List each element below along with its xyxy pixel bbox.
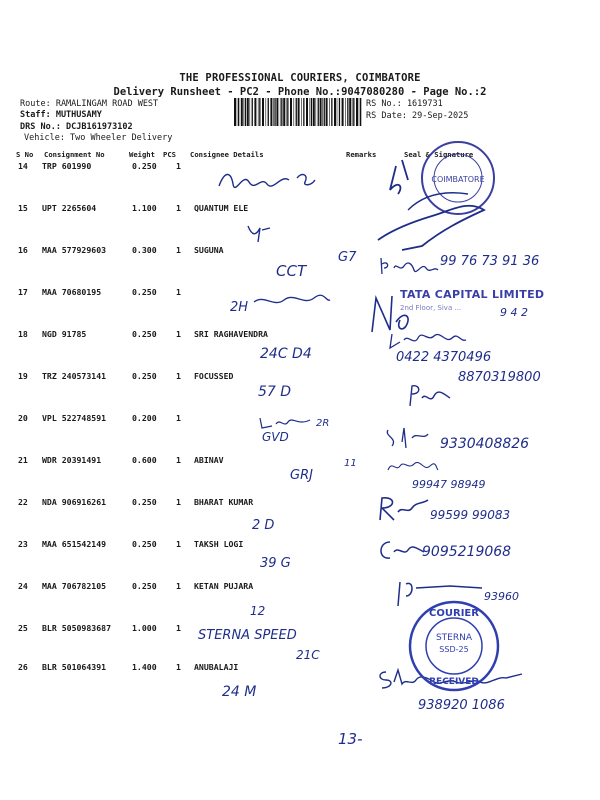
barcode-bar: [353, 98, 354, 126]
handwritten-note: CCT: [276, 262, 307, 280]
row-consignment: MAA 577929603: [42, 245, 107, 255]
row-consignee: KETAN PUJARA: [194, 581, 254, 591]
handwritten-signature: [215, 166, 325, 192]
handwritten-signature: [244, 222, 274, 244]
handwritten-signature: [404, 382, 454, 410]
row-pcs: 1: [176, 581, 181, 591]
company-title: THE PROFESSIONAL COURIERS, COIMBATORE: [179, 72, 421, 84]
barcode-bar: [320, 98, 322, 126]
handwritten-note: GVD: [262, 430, 289, 444]
barcode-bar: [294, 98, 295, 126]
barcode-bar: [266, 98, 267, 126]
barcode-bar: [238, 98, 239, 126]
row-sno: 19: [18, 371, 28, 381]
row-pcs: 1: [176, 413, 181, 423]
row-consignee: SRI RAGHAVENDRA: [194, 329, 268, 339]
barcode-bar: [356, 98, 358, 126]
handwritten-note: 11: [344, 458, 357, 469]
barcode-bar: [326, 98, 328, 126]
row-pcs: 1: [176, 539, 181, 549]
handwritten-phone: 99947 98949: [412, 478, 486, 491]
handwritten-signature: [376, 494, 430, 524]
col-consignment: Consignment No: [44, 150, 105, 159]
col-remarks: Remarks: [346, 150, 377, 159]
row-consignment: BLR 5050983687: [42, 623, 112, 633]
handwritten-note: 39 G: [260, 556, 291, 571]
row-consignment: TRZ 240573141: [42, 371, 107, 381]
handwritten-phone: 99 76 73 91 36: [440, 254, 540, 269]
handwritten-note: GRJ: [290, 468, 313, 483]
route-label: Route: RAMALINGAM ROAD WEST: [20, 99, 159, 109]
barcode-bar: [334, 98, 336, 126]
row-consignment: NGD 91785: [42, 329, 87, 339]
barcode-bar: [322, 98, 323, 126]
barcode-bar: [250, 98, 251, 126]
row-sno: 22: [18, 497, 28, 507]
handwritten-note: 13-: [338, 730, 363, 748]
barcode-bar: [303, 98, 304, 126]
row-sno: 18: [18, 329, 28, 339]
barcode-bar: [252, 98, 253, 126]
row-weight: 0.250: [132, 287, 157, 297]
handwritten-phone: 99599 99083: [430, 508, 511, 522]
row-weight: 1.000: [132, 623, 157, 633]
row-pcs: 1: [176, 455, 181, 465]
row-pcs: 1: [176, 245, 181, 255]
row-weight: 0.250: [132, 497, 157, 507]
barcode-bar: [306, 98, 308, 126]
col-seal-signature: Seal & Signature: [404, 150, 474, 159]
barcode-bar: [259, 98, 260, 126]
row-pcs: 1: [176, 623, 181, 633]
handwritten-note: 2 D: [252, 518, 275, 533]
row-sno: 23: [18, 539, 28, 549]
handwritten-signature: [384, 424, 430, 454]
stamp-line: 2nd Floor, Siva ...: [400, 304, 462, 312]
row-pcs: 1: [176, 371, 181, 381]
barcode-bar: [234, 98, 236, 126]
handwritten-signature: [376, 538, 426, 564]
row-sno: 15: [18, 203, 28, 213]
handwritten-phone: 93960: [484, 590, 519, 603]
handwritten-phone: 9330408826: [440, 436, 530, 452]
barcode-bar: [349, 98, 351, 126]
handwritten-signature: [258, 414, 312, 430]
barcode-image: [234, 98, 362, 126]
handwritten-note: 2R: [316, 418, 330, 429]
rs-number: RS No.: 1619731: [366, 99, 443, 109]
col-consignee: Consignee Details: [190, 150, 264, 159]
barcode-bar: [316, 98, 317, 126]
seal-text: COIMBATORE: [431, 175, 485, 184]
received-stamp: [406, 598, 502, 694]
row-sno: 17: [18, 287, 28, 297]
stamp-code-text: SSD-25: [439, 645, 469, 654]
handwritten-note: 24 M: [222, 684, 257, 700]
row-pcs: 1: [176, 203, 181, 213]
row-pcs: 1: [176, 161, 181, 171]
barcode-bar: [244, 98, 245, 126]
barcode-bar: [347, 98, 348, 126]
barcode-bar: [241, 98, 243, 126]
barcode-bar: [339, 98, 340, 126]
barcode-bar: [359, 98, 360, 126]
barcode-bar: [276, 98, 278, 126]
staff-label: Staff: MUTHUSAMY: [20, 110, 102, 120]
handwritten-signature: [386, 458, 440, 476]
barcode-bar: [258, 98, 259, 126]
stamp-top-text: COURIER: [429, 608, 479, 619]
runsheet-title: Delivery Runsheet - PC2 - Phone No.:9047080280 - Page No.:2: [113, 86, 487, 98]
row-sno: 16: [18, 245, 28, 255]
barcode-bar: [254, 98, 256, 126]
handwritten-phone: 8870319800: [458, 370, 541, 385]
rs-date: RS Date: 29-Sep-2025: [366, 111, 469, 121]
barcode-bar: [262, 98, 264, 126]
row-weight: 0.250: [132, 581, 157, 591]
barcode-bar: [296, 98, 297, 126]
barcode-bar: [318, 98, 319, 126]
row-consignee: FOCUSSED: [194, 371, 234, 381]
row-consignment: BLR 501064391: [42, 662, 107, 672]
drs-number: DRS No.: DCJB161973102: [20, 122, 133, 132]
barcode-bar: [280, 98, 281, 126]
barcode-bar: [298, 98, 300, 126]
barcode-bar: [283, 98, 285, 126]
handwritten-signature: [372, 150, 492, 260]
barcode-bar: [268, 98, 269, 126]
row-consignment: NDA 906916261: [42, 497, 107, 507]
barcode-bar: [273, 98, 274, 126]
barcode-bar: [287, 98, 288, 126]
barcode-bar: [331, 98, 332, 126]
stamp-mid-text: STERNA: [435, 633, 473, 643]
table-row: [0, 203, 600, 245]
row-consignment: UPT 2265604: [42, 203, 97, 213]
row-consignee: BHARAT KUMAR: [194, 497, 254, 507]
row-consignee: ABINAV: [194, 455, 224, 465]
row-consignment: MAA 706782105: [42, 581, 107, 591]
barcode-bar: [245, 98, 246, 126]
row-consignment: TRP 601990: [42, 161, 92, 171]
handwritten-signature: [252, 292, 332, 310]
row-sno: 26: [18, 662, 28, 672]
barcode-bar: [274, 98, 275, 126]
row-weight: 0.250: [132, 539, 157, 549]
barcode-bar: [301, 98, 302, 126]
row-consignee: TAKSH LOGI: [194, 539, 244, 549]
barcode-bar: [237, 98, 238, 126]
barcode-bar: [352, 98, 353, 126]
row-pcs: 1: [176, 329, 181, 339]
row-consignee: QUANTUM ELE: [194, 203, 249, 213]
barcode-bar: [345, 98, 346, 126]
handwritten-note: 2H: [230, 300, 249, 315]
handwritten-phone: 9095219068: [422, 544, 512, 560]
row-pcs: 1: [176, 662, 181, 672]
handwritten-note: 24C D4: [260, 346, 312, 362]
handwritten-phone: 0422 4370496: [396, 350, 492, 365]
handwritten-note: 21C: [296, 648, 320, 662]
row-weight: 0.250: [132, 329, 157, 339]
row-consignment: VPL 522748591: [42, 413, 107, 423]
barcode-bar: [329, 98, 330, 126]
barcode-bar: [311, 98, 312, 126]
row-weight: 0.250: [132, 161, 157, 171]
row-weight: 0.250: [132, 371, 157, 381]
row-sno: 25: [18, 623, 28, 633]
barcode-bar: [286, 98, 287, 126]
barcode-bar: [281, 98, 282, 126]
row-weight: 1.100: [132, 203, 157, 213]
barcode-bar: [310, 98, 311, 126]
row-consignee: ANUBALAJI: [194, 662, 239, 672]
row-sno: 21: [18, 455, 28, 465]
barcode-bar: [247, 98, 249, 126]
row-sno: 14: [18, 161, 28, 171]
barcode-bar: [324, 98, 325, 126]
barcode-bar: [270, 98, 272, 126]
col-sno: S No: [16, 150, 34, 159]
row-pcs: 1: [176, 287, 181, 297]
col-pcs: PCS: [163, 150, 176, 159]
row-consignment: WDR 20391491: [42, 455, 102, 465]
handwritten-signature: [388, 330, 468, 352]
stamp-line: TATA CAPITAL LIMITED: [400, 288, 545, 301]
handwritten-note: STERNA SPEED: [198, 628, 297, 643]
handwritten-note: G7: [338, 250, 357, 265]
row-weight: 1.400: [132, 662, 157, 672]
row-weight: 0.600: [132, 455, 157, 465]
row-sno: 24: [18, 581, 28, 591]
row-weight: 0.300: [132, 245, 157, 255]
handwritten-note: 57 D: [258, 384, 292, 400]
handwritten-phone: 9 4 2: [500, 306, 528, 319]
row-consignee: SUGUNA: [194, 245, 224, 255]
company-stamp: [400, 288, 556, 322]
barcode-bar: [360, 98, 361, 126]
row-pcs: 1: [176, 497, 181, 507]
row-sno: 20: [18, 413, 28, 423]
row-consignment: MAA 70680195: [42, 287, 102, 297]
handwritten-note: 12: [250, 604, 266, 618]
row-weight: 0.200: [132, 413, 157, 423]
barcode-bar: [342, 98, 344, 126]
barcode-bar: [313, 98, 315, 126]
row-consignment: MAA 651542149: [42, 539, 107, 549]
barcode-bar: [290, 98, 292, 126]
handwritten-phone: 938920 1086: [418, 698, 505, 713]
col-weight: Weight: [129, 150, 155, 159]
vehicle-label: Vehicle: Two Wheeler Delivery: [24, 133, 173, 143]
barcode-bar: [337, 98, 338, 126]
stamp-bottom-text: RECEIVED: [429, 677, 479, 687]
